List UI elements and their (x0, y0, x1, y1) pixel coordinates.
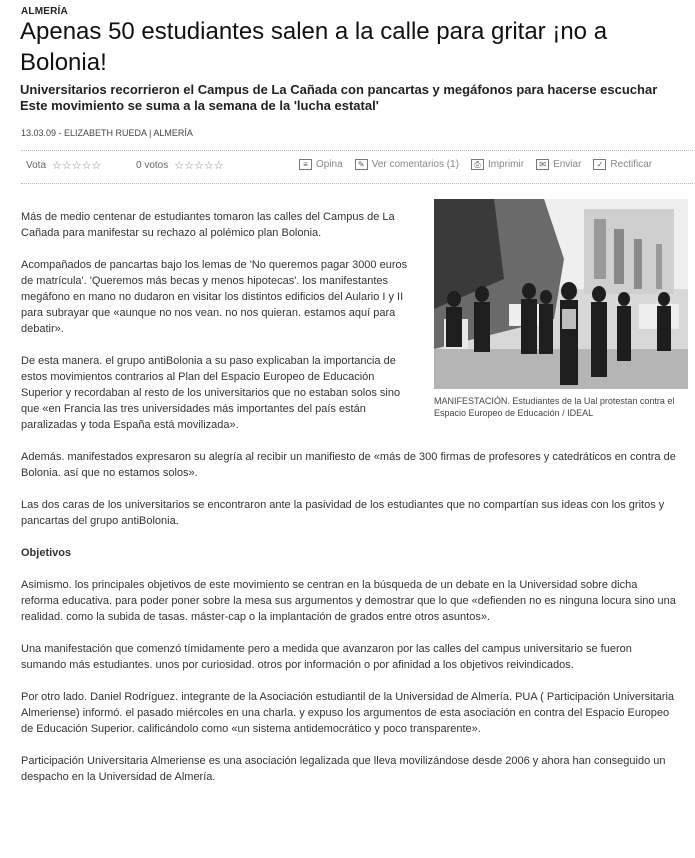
votes-count: 0 votos (136, 160, 169, 171)
paragraph: Participación Universitaria Almeriense es una asociación legalizada que lleva movilizándose desde 2006 y ahora han conseguido un despacho en la Universidad de Almería. (21, 755, 666, 783)
print-button[interactable] (471, 159, 524, 170)
paragraph-text: De esta manera. el grupo antiBolonia a su paso explicaban la importancia de estos movimientos contrarios al Plan del Espacio Europeo de Educación Superior y recordaban al resto de los universitarios que no estaban solos sino que «en Francia las tres universidades más importantes del país están paralizadas y toda España está movilizada». (21, 355, 401, 431)
article-subtitle (20, 82, 690, 114)
subtitle-line: Este movimiento se suma a la semana de la 'lucha estatal' (20, 98, 379, 113)
section-label: ALMERÍA (21, 6, 68, 17)
send-label: Enviar (553, 159, 582, 170)
subtitle-line: Universitarios recorrieron el Campus de La Cañada con pancartas y megáfonos para hacerse escuchar (20, 82, 658, 97)
byline: 13.03.09 - ELIZABETH RUEDA | ALMERÍA (21, 128, 193, 138)
photo-caption: MANIFESTACIÓN. Estudiantes de la Ual protestan contra el Espacio Europeo de Educación / IDEAL (434, 396, 675, 418)
article-title: Apenas 50 estudiantes salen a la calle para gritar ¡no a Bolonia! (20, 18, 608, 76)
paragraph: Más de medio centenar de estudiantes tomaron las calles del Campus de La Cañada para manifestar su rechazo al polémico plan Bolonia. (21, 211, 395, 239)
rating-stars: ☆☆☆☆☆ (174, 160, 224, 172)
mail-icon: ✉ (536, 159, 549, 170)
paragraph: Una manifestación que comenzó tímidamente pero a medida que avanzaron por las calles del campus universitario se fueron sumando más estudiantes. unos por curiosidad. otros por información o por afinidad a los objetivos reivindicados. (21, 643, 632, 671)
vote-label: Vota (26, 160, 47, 171)
print-label: Imprimir (487, 159, 525, 170)
paragraph: Por otro lado. Daniel Rodríguez. integrante de la Asociación estudiantil de la Universidad de Almería. PUA ( Participación Universitaria Almeriense) informó. el pasado miércoles en una charla. y expuso los argumentos de esta asociación en contra del Espacio Europeo de Educación Superior. calificándolo como «un sistema antidemocrático y poco transparente». (21, 691, 675, 735)
comments-icon: ✎ (355, 159, 368, 170)
comment-icon: ≡ (299, 159, 312, 170)
vote-stars[interactable]: ☆☆☆☆☆ (52, 160, 102, 172)
opina-button[interactable] (299, 159, 343, 170)
section-heading: Objetivos (21, 547, 72, 559)
opina-label: Opina (316, 159, 343, 170)
article-body (21, 209, 676, 801)
article-toolbar (21, 150, 693, 184)
edit-icon: ✓ (593, 159, 606, 170)
comments-button[interactable] (355, 159, 459, 170)
paragraph: Además. manifestados expresaron su alegría al recibir un manifiesto de «más de 300 firmas de profesores y catedráticos en contra de Bolonia. así que no estamos solos». (21, 451, 676, 479)
paragraph (21, 353, 676, 433)
print-icon: ⎙ (471, 159, 484, 170)
send-button[interactable] (536, 159, 581, 170)
rectify-label: Rectificar (610, 159, 653, 170)
rectify-button[interactable] (593, 159, 652, 170)
comments-label: Ver comentarios (1) (371, 159, 459, 170)
paragraph: Acompañados de pancartas bajo los lemas de 'No queremos pagar 3000 euros de matrícula'. 'Queremos más becas y menos hipotecas'. los manifestantes megáfono en mano no dudaron en visitar los distintos edificios del Aulario I y II para subrayar que «aunque no nos vean. no nos quieran. estamos aquí para debatir». (21, 259, 408, 335)
paragraph: Asimismo. los principales objetivos de este movimiento se centran en la búsqueda de un debate en la Universidad sobre dicha reforma educativa. para poder poner sobre la mesa sus argumentos y demostrar que lo que «defienden no es ninguna locura sino una realidad. como la subida de tasas. máster-cap o la implantación de grados entre otros asuntos». (21, 579, 676, 623)
paragraph: Las dos caras de los universitarios se encontraron ante la pasividad de los estudiantes que no compartían sus ideas con los gritos y pancartas del grupo antiBolonia. (21, 499, 665, 527)
